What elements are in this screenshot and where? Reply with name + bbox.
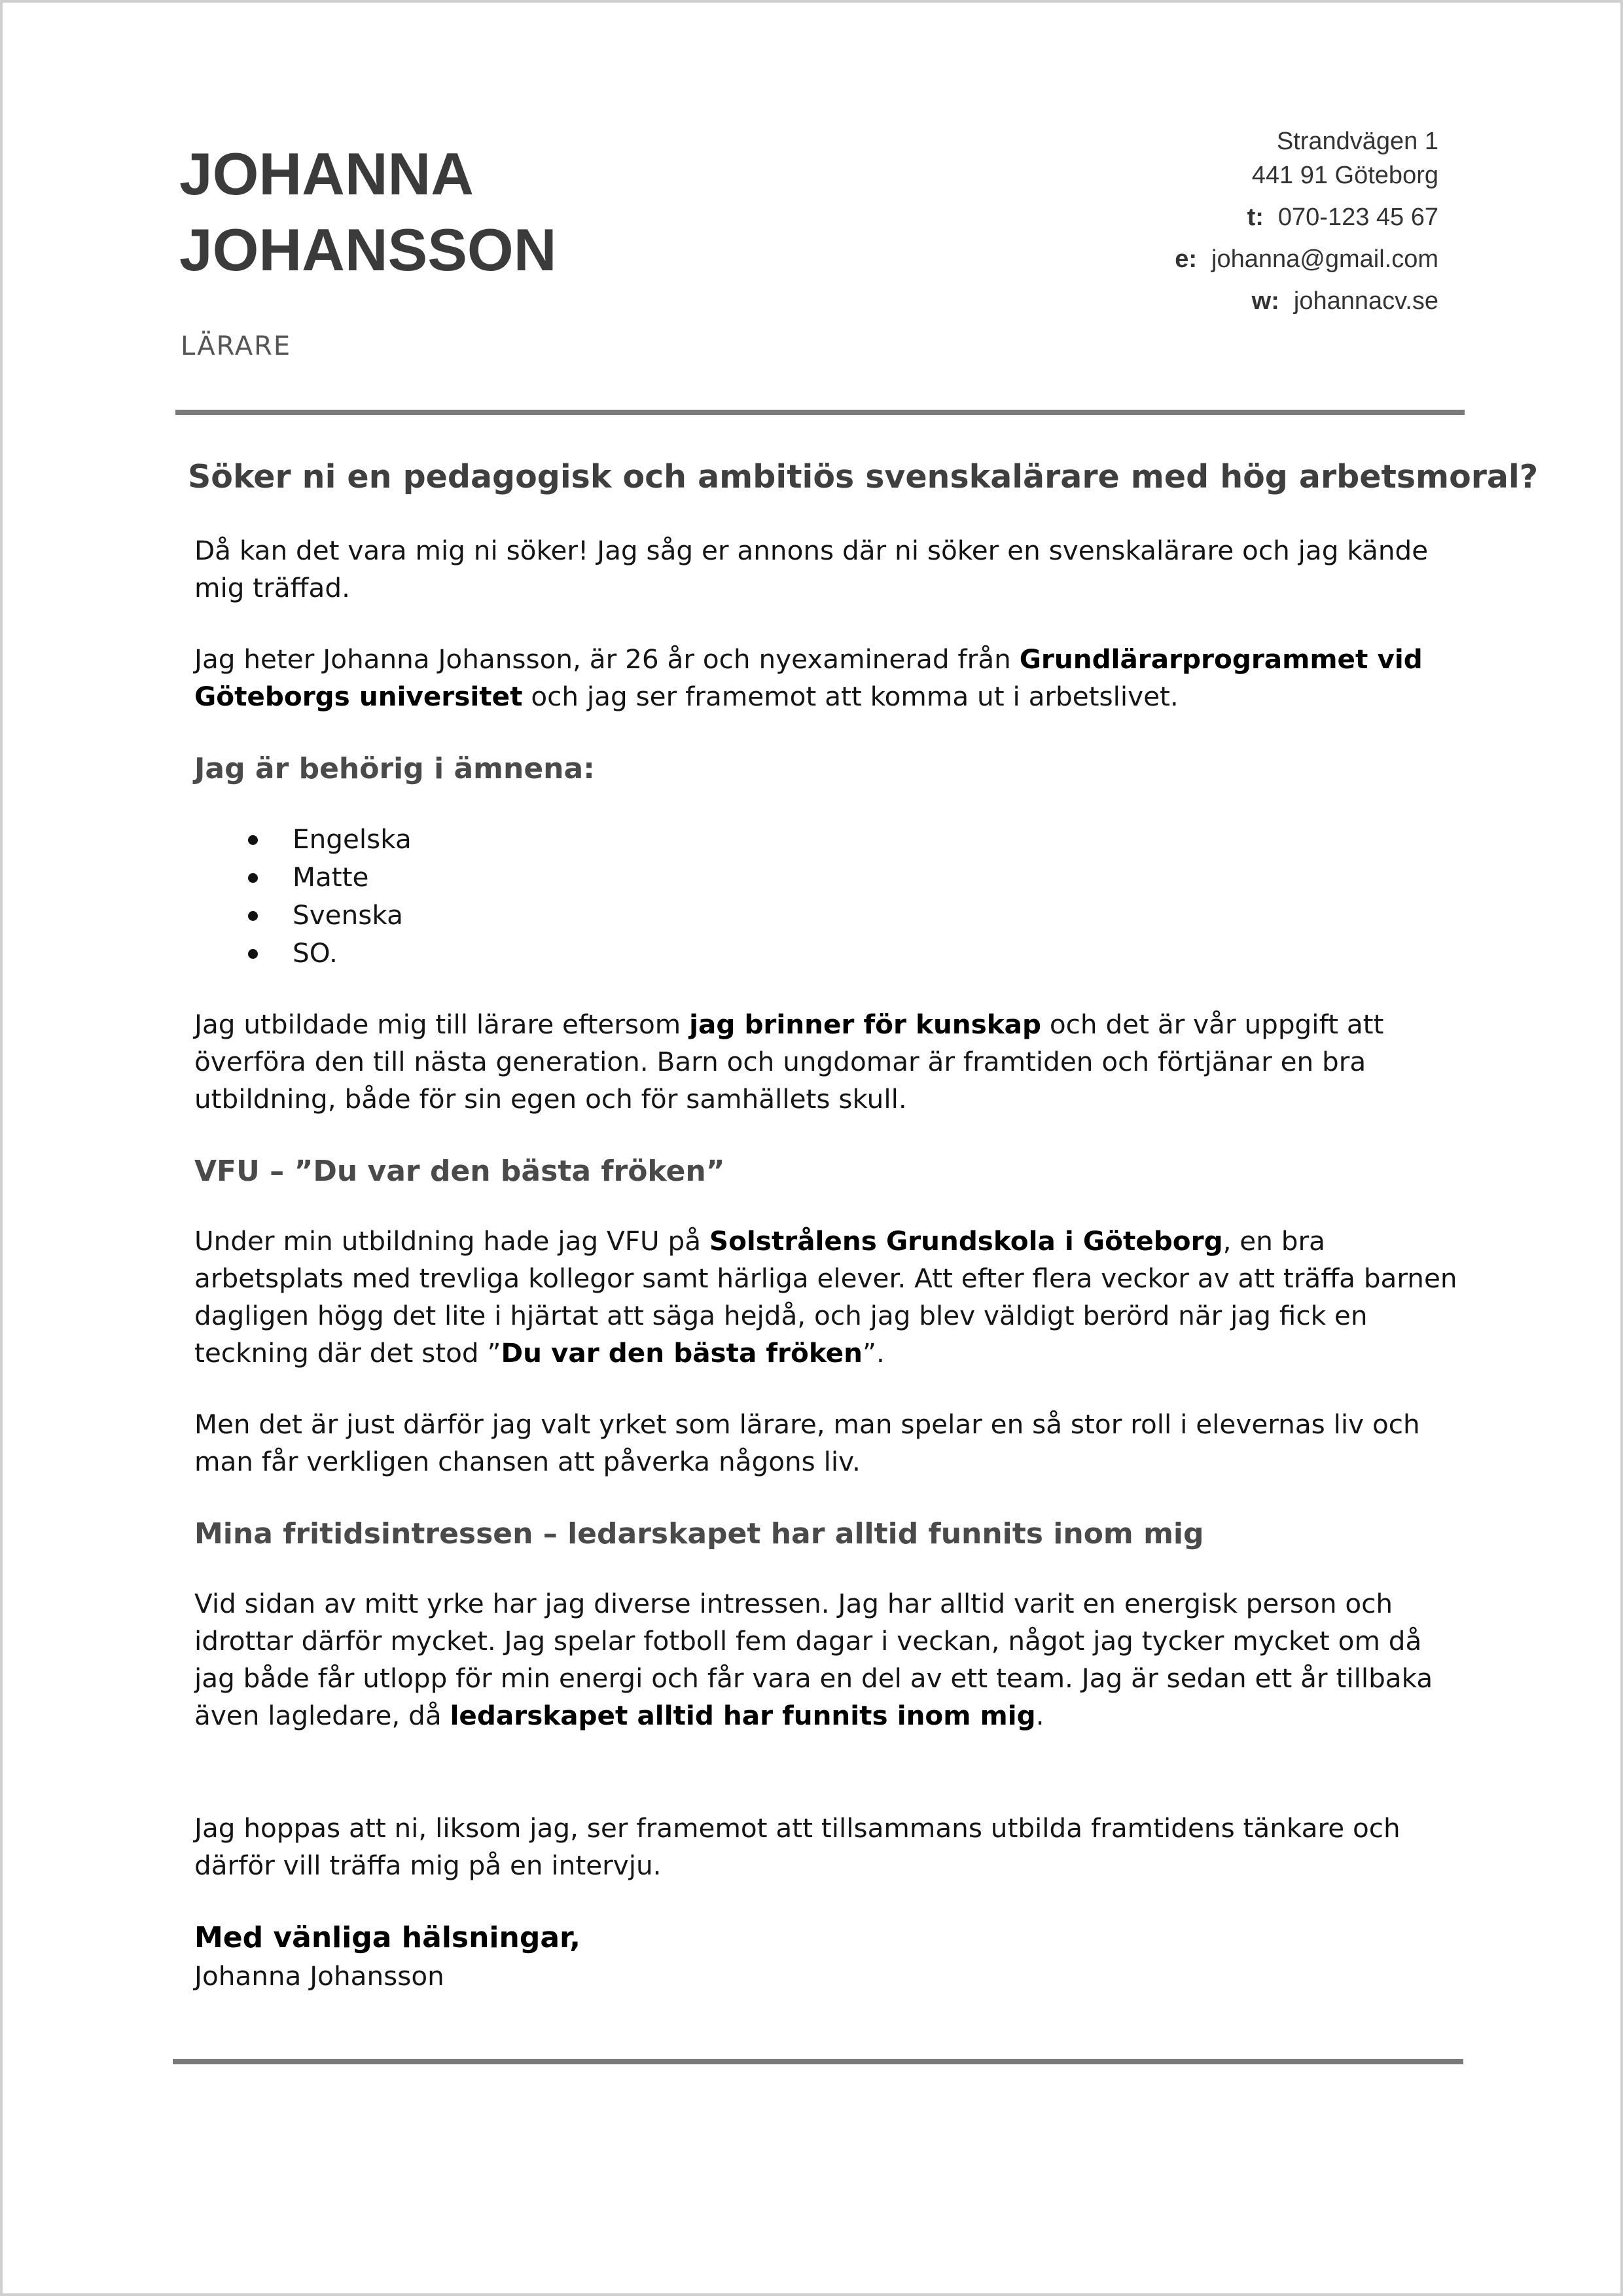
paragraph-intro: Då kan det vara mig ni söker! Jag såg er annons där ni söker en svenskalärare och jag kände mig träffad.	[194, 535, 1429, 603]
emphasis: Du var den bästa fröken	[501, 1337, 863, 1369]
bullet-icon	[248, 911, 258, 921]
signature: Johanna Johansson	[194, 1960, 444, 1992]
hobbies-heading: Mina fritidsintressen – ledarskapet har alltid funnits inom mig	[194, 1517, 1204, 1551]
emphasis: Solstrålens Grundskola i Göteborg	[709, 1225, 1223, 1257]
text: Under min utbildning hade jag VFU på	[194, 1225, 709, 1257]
bullet-icon	[248, 835, 258, 845]
text: ”.	[862, 1337, 885, 1369]
email-key: e:	[1175, 245, 1198, 273]
bullet-icon	[248, 949, 258, 959]
address-street: Strandvägen 1	[1276, 128, 1438, 155]
subject-label: Svenska	[293, 899, 403, 931]
email-value: johanna@gmail.com	[1211, 245, 1438, 273]
paragraph-vfu	[194, 1223, 1457, 1372]
paragraph-role: Men det är just därför jag valt yrket som lärare, man spelar en så stor roll i elevernas liv och man får verkligen chansen att påverka någons liv.	[194, 1408, 1420, 1477]
email-row	[1175, 242, 1438, 276]
vfu-heading: VFU – ”Du var den bästa fröken”	[194, 1155, 725, 1188]
web-key: w:	[1251, 287, 1279, 315]
subjects-heading: Jag är behörig i ämnena:	[194, 752, 595, 785]
applicant-name	[179, 137, 556, 289]
web-row	[1175, 284, 1438, 318]
first-name: JOHANNA	[179, 141, 474, 207]
letter-headline: Söker ni en pedagogisk och ambitiös svenskalärare med hög arbetsmoral?	[188, 458, 1539, 495]
footer-divider	[173, 2059, 1463, 2064]
text: och det är vår uppgift att överföra den till nästa generation. Barn och ungdomar är framtiden och förtjänar en bra utbildning, både för sin egen och för samhällets skull.	[194, 1009, 1384, 1115]
text: , en bra arbetsplats med trevliga kollegor samt härliga elever. Att efter flera veckor av att träffa barnen dagligen högg det lite i hjärtat att säga hejdå, och jag blev väldigt berörd när jag fick en teckning där det stod ”	[194, 1225, 1457, 1369]
subject-label: SO.	[293, 937, 338, 969]
text: Vid sidan av mitt yrke har jag diverse intressen. Jag har alltid varit en energisk person och idrottar därför mycket. Jag spelar fotboll fem dagar i veckan, något jag tycker mycket om då jag både får utlopp för min energi och får vara en del av ett team. Jag är sedan ett år tillbaka även lagledare, då	[194, 1588, 1433, 1731]
text: Jag utbildade mig till lärare eftersom	[194, 1009, 690, 1040]
signoff	[194, 1918, 1457, 1995]
paragraph-motivation	[194, 1006, 1457, 1118]
emphasis: Grundlärarprogrammet vid Göteborgs universitet	[194, 643, 1423, 712]
list-item	[194, 820, 1457, 858]
address-city: 441 91 Göteborg	[1251, 162, 1438, 189]
phone-key: t:	[1247, 204, 1264, 231]
phone-row	[1175, 200, 1438, 234]
paragraph-hobbies	[194, 1585, 1457, 1734]
greeting: Med vänliga hälsningar,	[194, 1921, 580, 1954]
text: Jag heter Johanna Johansson, är 26 år och nyexaminerad från	[194, 643, 1020, 675]
list-item	[194, 896, 1457, 934]
last-name: JOHANSSON	[179, 217, 557, 283]
subject-label: Engelska	[293, 823, 412, 855]
phone-value: 070-123 45 67	[1277, 204, 1438, 231]
job-title: LÄRARE	[181, 331, 292, 361]
web-value: johannacv.se	[1293, 287, 1438, 315]
text: .	[1035, 1700, 1044, 1731]
bullet-icon	[248, 873, 258, 883]
emphasis: ledarskapet alltid har funnits inom mig	[450, 1700, 1036, 1731]
text: och jag ser framemot att komma ut i arbetslivet.	[522, 681, 1179, 712]
subject-label: Matte	[293, 861, 369, 893]
list-item	[194, 858, 1457, 896]
paragraph-about	[194, 641, 1457, 715]
paragraph-closing: Jag hoppas att ni, liksom jag, ser framemot att tillsammans utbilda framtidens tänkare och därför vill träffa mig på en intervju.	[194, 1812, 1400, 1881]
header-divider	[175, 410, 1465, 415]
subjects-list	[194, 820, 1457, 972]
emphasis: jag brinner för kunskap	[689, 1009, 1041, 1040]
letter-body	[188, 454, 1539, 1995]
list-item	[194, 934, 1457, 972]
contact-block	[1175, 124, 1438, 318]
